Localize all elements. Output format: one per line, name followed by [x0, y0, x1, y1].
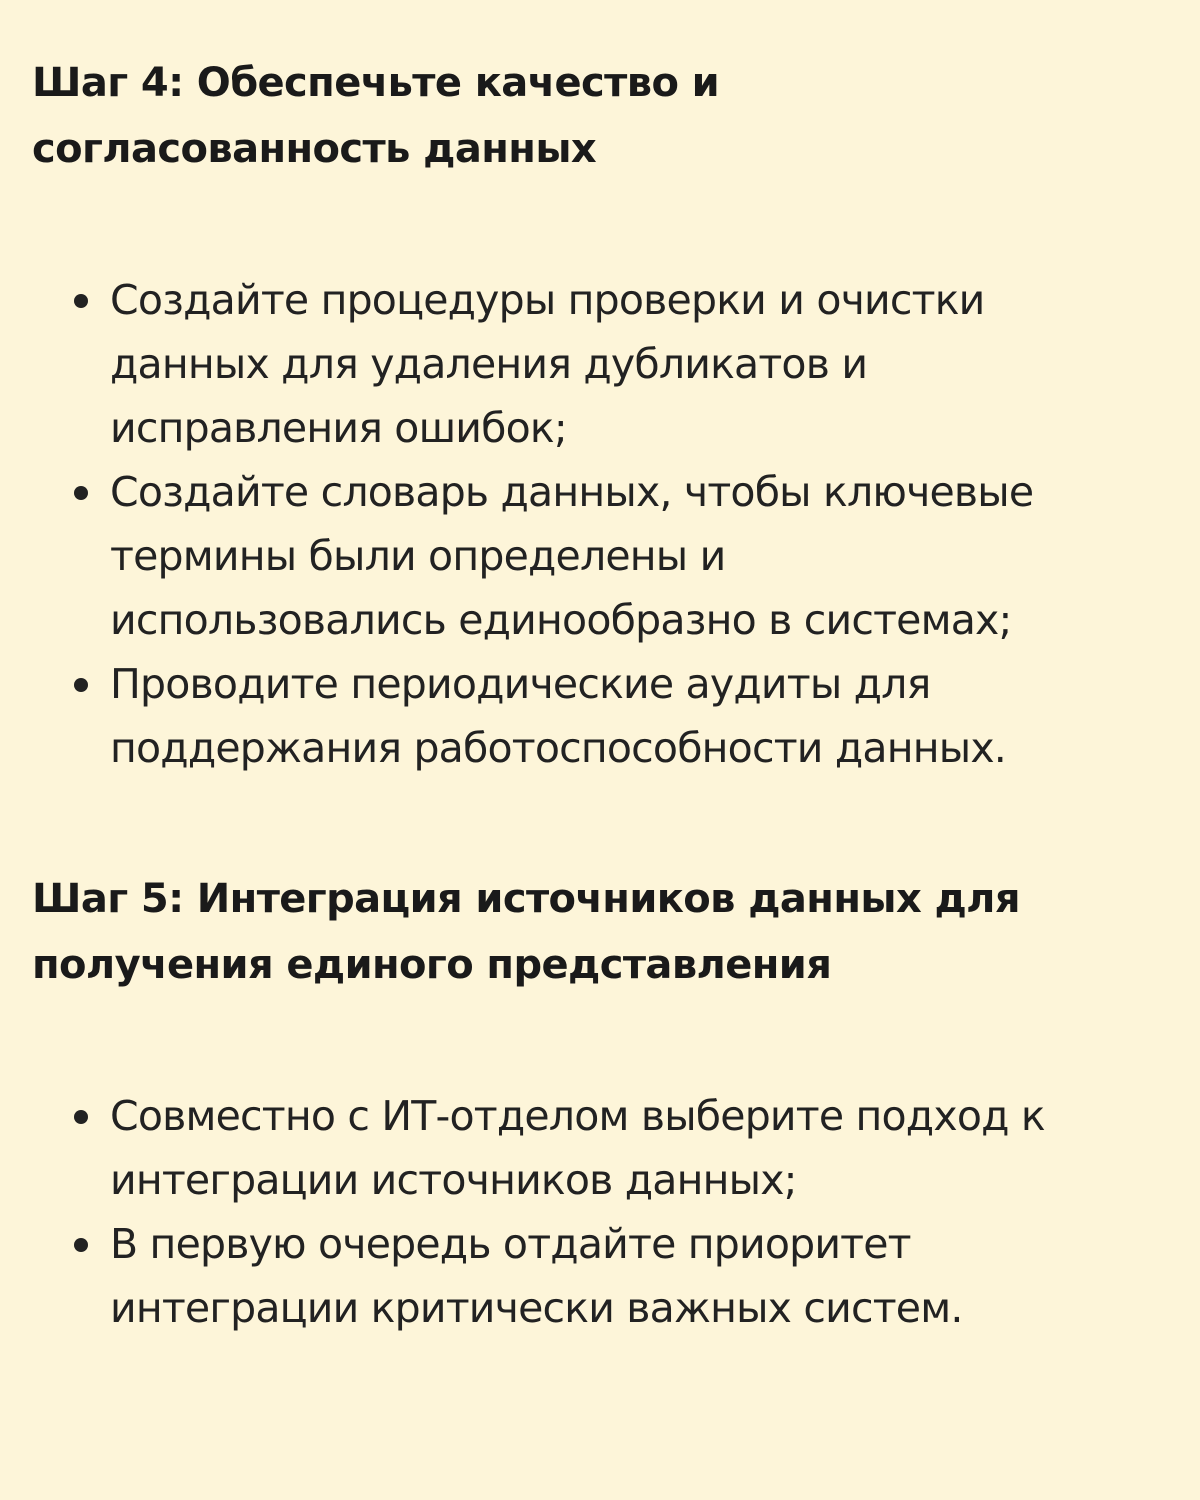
bullet-line: поддержания работоспособности данных.: [110, 724, 1007, 772]
bullet-dot-icon: [74, 1110, 88, 1124]
bullet-line: исправления ошибок;: [110, 404, 567, 452]
bullet-dot-icon: [74, 294, 88, 308]
bullet-line: данных для удаления дубликатов и: [110, 340, 868, 388]
step-5-title-line-1: Шаг 5: Интеграция источников данных для: [32, 876, 1020, 922]
step-4-title-line-1: Шаг 4: Обеспечьте качество и: [32, 60, 720, 106]
bullet-line: интеграции источников данных;: [110, 1156, 797, 1204]
step-4-bullet-2: [32, 460, 1140, 652]
step-4-bullet-list: [32, 268, 1140, 780]
step-4-bullet-3: [32, 652, 1140, 780]
bullet-line: интеграции критически важных систем.: [110, 1284, 963, 1332]
step-5-bullet-1: [32, 1084, 1140, 1212]
step-5-section: [32, 866, 1140, 1340]
step-4-title: [32, 50, 1140, 182]
bullet-line: Создайте словарь данных, чтобы ключевые: [110, 468, 1034, 516]
bullet-line: В первую очередь отдайте приоритет: [110, 1220, 911, 1268]
bullet-line: Проводите периодические аудиты для: [110, 660, 931, 708]
bullet-line: термины были определены и: [110, 532, 726, 580]
bullet-dot-icon: [74, 1238, 88, 1252]
step-5-title-line-2: получения единого представления: [32, 942, 832, 988]
step-4-bullet-1: [32, 268, 1140, 460]
bullet-line: использовались единообразно в системах;: [110, 596, 1012, 644]
bullet-dot-icon: [74, 678, 88, 692]
bullet-line: Создайте процедуры проверки и очистки: [110, 276, 985, 324]
step-4-section: [32, 50, 1140, 780]
bullet-dot-icon: [74, 486, 88, 500]
step-5-title: [32, 866, 1140, 998]
step-5-bullet-list: [32, 1084, 1140, 1340]
bullet-line: Совместно с ИТ-отделом выберите подход к: [110, 1092, 1045, 1140]
step-4-title-line-2: согласованность данных: [32, 126, 597, 172]
step-5-bullet-2: [32, 1212, 1140, 1340]
